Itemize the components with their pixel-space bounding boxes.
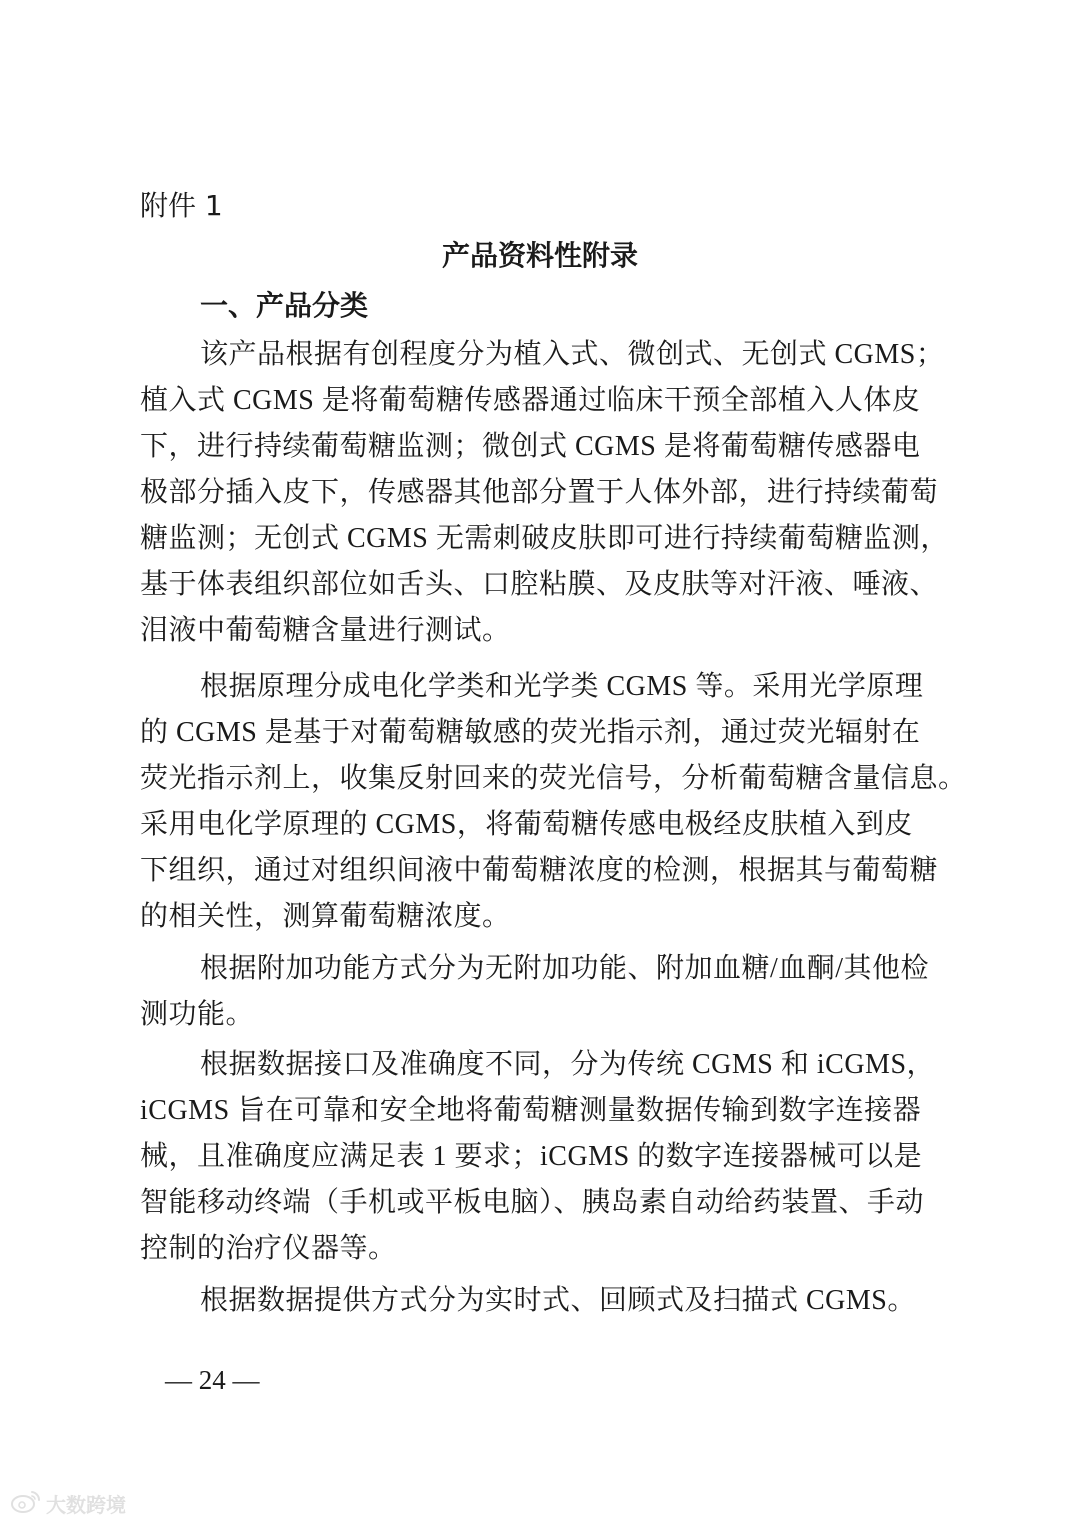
text-line: 根据附加功能方式分为无附加功能、附加血糖/血酮/其他检 (200, 953, 930, 984)
text-line: 的 CGMS 是基于对葡萄糖敏感的荧光指示剂，通过荧光辐射在 (140, 717, 921, 748)
text-line: 荧光指示剂上，收集反射回来的荧光信号，分析葡萄糖含量信息。 (140, 763, 967, 794)
text-line: 的相关性，测算葡萄糖浓度。 (140, 901, 511, 932)
weibo-logo-icon (10, 1488, 42, 1519)
section-heading: 一、产品分类 (200, 289, 369, 322)
text-line: 械，且准确度应满足表 1 要求；iCGMS 的数字连接器械可以是 (140, 1141, 923, 1172)
text-line: 采用电化学原理的 CGMS，将葡萄糖传感电极经皮肤植入到皮 (140, 809, 913, 840)
text-line: 测功能。 (140, 999, 255, 1030)
text-line: 泪液中葡萄糖含量进行测试。 (140, 615, 511, 646)
text-line: 该产品根据有创程度分为植入式、微创式、无创式 CGMS； (200, 339, 945, 370)
text-line: 基于体表组织部位如舌头、口腔粘膜、及皮肤等对汗液、唾液、 (140, 569, 939, 600)
text-line: 下组织，通过对组织间液中葡萄糖浓度的检测，根据其与葡萄糖 (140, 855, 939, 886)
watermark-text: 大数跨境 (46, 1493, 126, 1517)
text-line: 极部分插入皮下，传感器其他部分置于人体外部，进行持续葡萄 (140, 477, 939, 508)
attachment-label: 附件 1 (140, 189, 223, 222)
watermark (10, 1488, 126, 1519)
text-line: 根据原理分成电化学类和光学类 CGMS 等。采用光学原理 (200, 671, 924, 702)
text-line: 根据数据提供方式分为实时式、回顾式及扫描式 CGMS。 (200, 1285, 916, 1316)
text-line: iCGMS 旨在可靠和安全地将葡萄糖测量数据传输到数字连接器 (140, 1095, 922, 1126)
page-number: — 24 — (165, 1365, 260, 1395)
text-line: 植入式 CGMS 是将葡萄糖传感器通过临床干预全部植入人体皮 (140, 385, 921, 416)
text-line: 控制的治疗仪器等。 (140, 1233, 397, 1264)
text-line: 智能移动终端（手机或平板电脑）、胰岛素自动给药装置、手动 (140, 1187, 925, 1218)
document-title: 产品资料性附录 (441, 239, 638, 272)
text-line: 根据数据接口及准确度不同，分为传统 CGMS 和 iCGMS， (200, 1049, 936, 1080)
text-line: 下，进行持续葡萄糖监测；微创式 CGMS 是将葡萄糖传感器电 (140, 431, 921, 462)
text-line: 糖监测；无创式 CGMS 无需刺破皮肤即可进行持续葡萄糖监测， (140, 523, 949, 554)
